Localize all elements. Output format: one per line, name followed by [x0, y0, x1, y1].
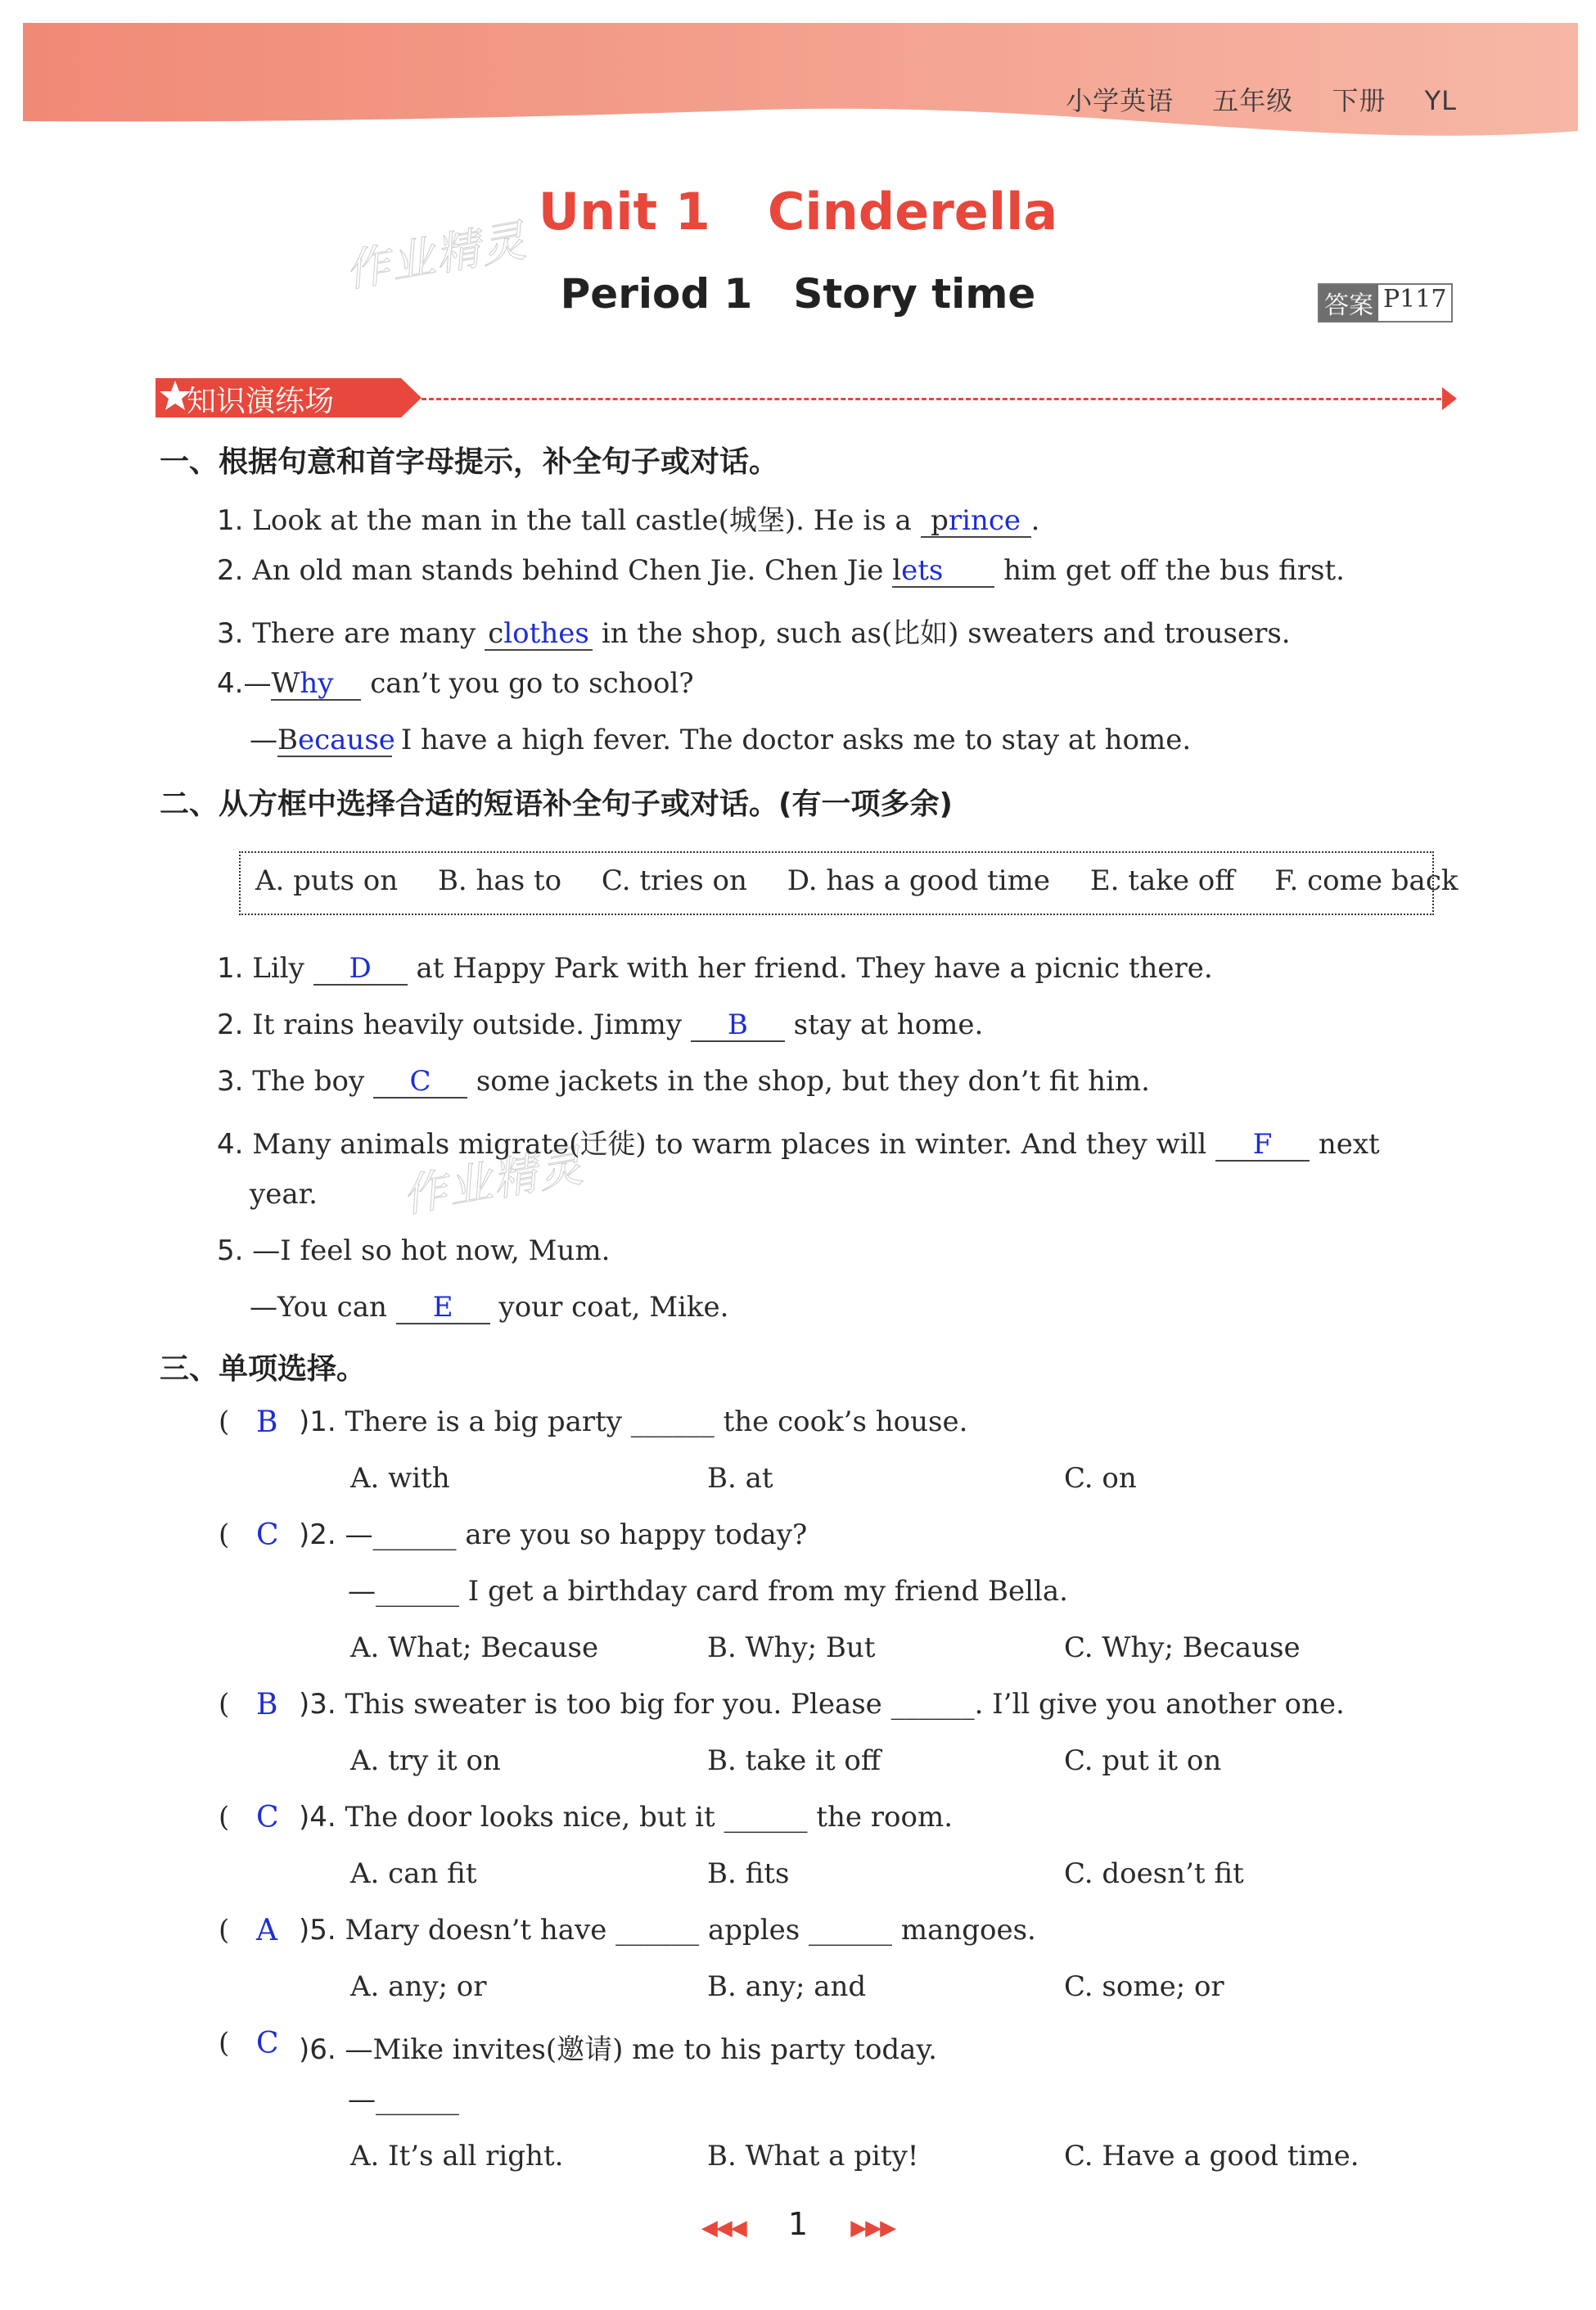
- mc-option-b: B. take it off: [707, 1744, 881, 1777]
- section-label: 知识演练场: [187, 385, 335, 418]
- choice-answer: C: [256, 1518, 279, 1552]
- answer-blank: clothes: [485, 619, 593, 651]
- mc-option-a: A. can fit: [350, 1857, 477, 1890]
- unit-name: Cinderella: [767, 182, 1058, 241]
- answer-blank: prince: [921, 506, 1031, 538]
- mc-option-b: B. fits: [707, 1857, 790, 1890]
- answer-paren: (: [219, 1688, 230, 1721]
- part3-heading: 三、单项选择。: [160, 1352, 367, 1386]
- header-banner: [0, 0, 1596, 156]
- part2-item-3: 3. The boy C some jackets in the shop, but they don’t fit him.: [217, 1065, 1150, 1098]
- part1-item-4b: —Because I have a high fever. The doctor asks me to stay at home.: [250, 724, 1192, 756]
- part2-item-4-cont: year.: [250, 1178, 318, 1211]
- option-f: F. come back: [1274, 864, 1458, 897]
- mc-option-b: B. any; and: [707, 1970, 867, 2003]
- option-b: B. has to: [437, 864, 562, 897]
- answer-paren: (: [219, 1914, 230, 1947]
- section-divider: [422, 398, 1449, 400]
- option-a: A. puts on: [255, 864, 399, 897]
- mc-option-a: A. It’s all right.: [350, 2140, 564, 2172]
- option-d: D. has a good time: [787, 864, 1051, 897]
- part1-item-3: 3. There are many clothes in the shop, such as(比如) sweaters and trousers.: [217, 617, 1291, 650]
- choice-answer: B: [256, 1688, 278, 1721]
- page-number: 1: [787, 2206, 809, 2242]
- mc-question-1: )1. There is a big party ______ the cook’s house.: [299, 1405, 968, 1438]
- arrow-left-icon: ◀◀◀: [701, 2216, 746, 2240]
- option-e: E. take off: [1089, 864, 1235, 897]
- choice-answer: B: [256, 1405, 278, 1439]
- answer-page-tag: [1318, 283, 1453, 323]
- choice-answer: A: [256, 1914, 277, 1947]
- unit-title: [0, 182, 1596, 241]
- watermark: 作业精灵: [340, 214, 531, 297]
- mc-question-2: )2. —______ are you so happy today?: [299, 1518, 808, 1551]
- answer-paren: (: [219, 1405, 230, 1438]
- mc-option-a: A. try it on: [350, 1744, 501, 1777]
- arrow-right-icon: [1442, 387, 1457, 410]
- header-subject: 小学英语: [1066, 85, 1174, 116]
- watermark: 作业精灵: [398, 1139, 588, 1222]
- answer-page: P117: [1383, 285, 1447, 314]
- options-box: [239, 851, 1458, 915]
- mc-question-6b: —______: [348, 2083, 459, 2116]
- answer-paren: (: [219, 2027, 230, 2060]
- arrow-right-icon: ▶▶▶: [850, 2216, 895, 2240]
- page-footer: [0, 2206, 1596, 2242]
- mc-option-c: C. Have a good time.: [1064, 2140, 1359, 2172]
- mc-option-b: B. at: [707, 1462, 773, 1495]
- period-number: Period 1: [560, 270, 753, 318]
- mc-option-a: A. What; Because: [350, 1631, 599, 1664]
- part1-heading: 一、根据句意和首字母提示，补全句子或对话。: [160, 445, 779, 479]
- mc-question-6: )6. —Mike invites(邀请) me to his party today.: [299, 2033, 937, 2066]
- option-c: C. tries on: [601, 864, 747, 897]
- mc-option-a: A. any; or: [350, 1970, 487, 2003]
- header-info: [1036, 80, 1457, 118]
- part2-item-2: 2. It rains heavily outside. Jimmy B stay at home.: [217, 1008, 984, 1041]
- mc-question-3: )3. This sweater is too big for you. Please ______. I’ll give you another one.: [299, 1688, 1345, 1721]
- answer-blank: F: [1215, 1130, 1310, 1162]
- mc-option-b: B. What a pity!: [707, 2140, 919, 2172]
- header-volume: 下册: [1332, 85, 1386, 116]
- part2-item-4: 4. Many animals migrate(迁徙) to warm places in winter. And they will F next: [217, 1128, 1380, 1161]
- mc-option-c: C. Why; Because: [1064, 1631, 1301, 1664]
- choice-answer: C: [256, 1801, 279, 1834]
- mc-option-c: C. on: [1064, 1462, 1137, 1495]
- answer-blank: B: [691, 1010, 785, 1042]
- answer-blank: C: [373, 1067, 467, 1099]
- choice-answer: C: [256, 2027, 279, 2060]
- header-edition: YL: [1424, 85, 1457, 116]
- mc-option-c: C. put it on: [1064, 1744, 1222, 1777]
- unit-number: Unit 1: [538, 182, 710, 241]
- answer-blank: Why: [271, 669, 361, 701]
- answer-blank: Because: [277, 724, 395, 756]
- mc-option-c: C. some; or: [1064, 1970, 1224, 2003]
- answer-blank: lets: [892, 556, 994, 588]
- part2-item-1: 1. Lily D at Happy Park with her friend. They have a picnic there.: [217, 952, 1213, 985]
- answer-paren: (: [219, 1801, 230, 1834]
- header-grade: 五年级: [1212, 85, 1294, 116]
- mc-option-c: C. doesn’t fit: [1064, 1857, 1244, 1890]
- part2-heading: 二、从方框中选择合适的短语补全句子或对话。(有一项多余): [160, 787, 953, 821]
- answer-blank: E: [396, 1293, 490, 1324]
- part2-item-5b: —You can E your coat, Mike.: [250, 1291, 729, 1324]
- mc-question-5: )5. Mary doesn’t have ______ apples ______ mangoes.: [299, 1914, 1036, 1947]
- part2-item-5: 5. —I feel so hot now, Mum.: [217, 1234, 611, 1267]
- mc-question-4: )4. The door looks nice, but it ______ the room.: [299, 1801, 954, 1834]
- answer-label: 答案: [1319, 285, 1378, 321]
- part1-item-1: 1. Look at the man in the tall castle(城堡). He is a prince .: [217, 504, 1040, 537]
- mc-option-a: A. with: [350, 1462, 450, 1495]
- mc-option-b: B. Why; But: [707, 1631, 876, 1664]
- period-name: Story time: [793, 270, 1036, 318]
- part1-item-2: 2. An old man stands behind Chen Jie. Chen Jie lets him get off the bus first.: [217, 554, 1345, 587]
- part1-item-4: 4.—Why can’t you go to school?: [217, 667, 694, 700]
- answer-blank: D: [313, 954, 408, 986]
- mc-question-2b: —______ I get a birthday card from my friend Bella.: [348, 1575, 1068, 1608]
- answer-paren: (: [219, 1518, 230, 1551]
